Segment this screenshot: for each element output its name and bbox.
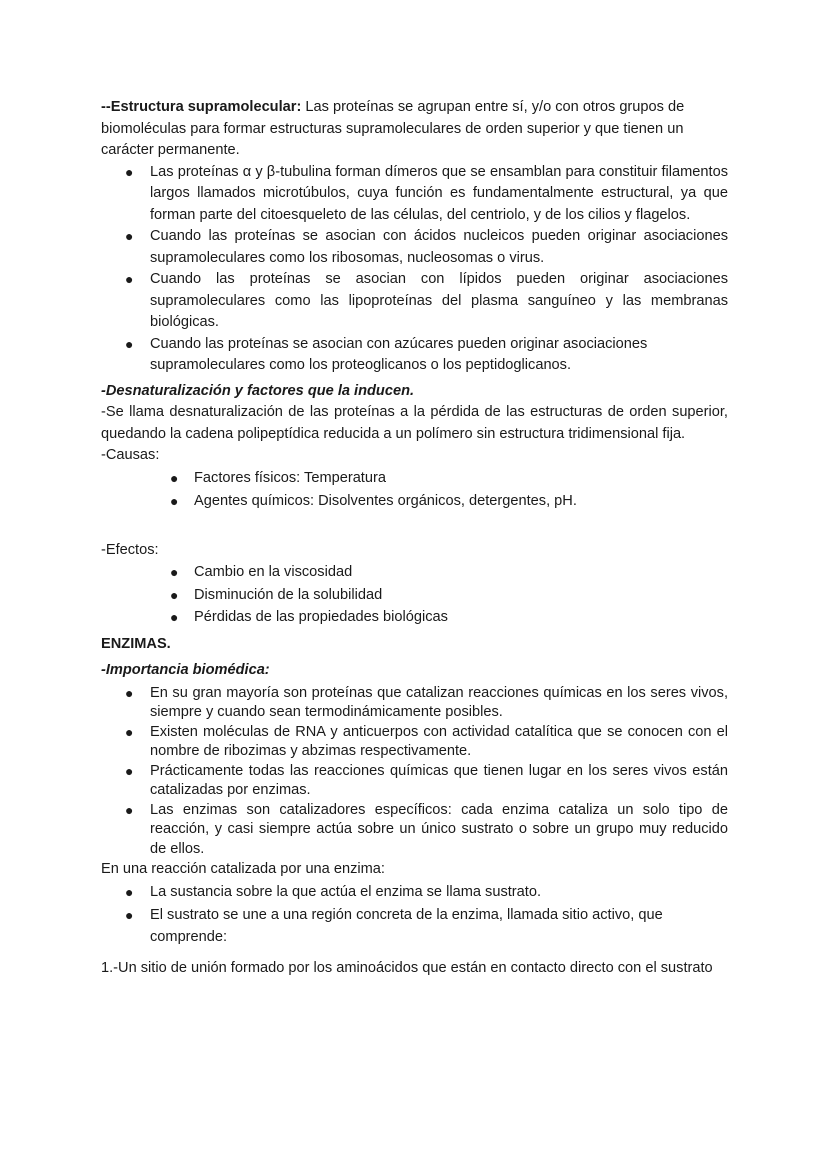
list-item [101,723,728,762]
bullet-icon: ● [125,271,134,287]
list-item [101,762,728,801]
list-item-text: Prácticamente todas las reacciones químicas que tienen lugar en los seres vivos están catalizadas por enzimas. [150,762,728,798]
list-item-text: Cambio en la viscosidad [194,564,353,580]
bullet-icon: ● [170,469,179,486]
list-item-text: Existen moléculas de RNA y anticuerpos con actividad catalítica que se conocen con el nombre de ribozimas y abzimas respectivamente. [150,723,728,759]
bullet-icon: ● [125,335,134,352]
bullet-icon: ● [170,586,179,603]
list-item-text: Pérdidas de las propiedades biológicas [194,609,448,625]
bullet-icon: ● [170,609,179,625]
bullet-icon: ● [125,684,134,701]
enzymes-importance-list [101,684,728,860]
bullet-icon: ● [125,762,134,779]
effects-list [101,562,728,629]
list-item-text: Cuando las proteínas se asocian con ácidos nucleicos pueden originar asociaciones supramoleculares como los ribosomas, nucleosomas o virus. [150,228,728,266]
list-item-text: Disminución de la solubilidad [194,586,383,603]
intro-text: Las proteínas se agrupan entre sí, y/o con otros grupos de biomoléculas para formar estructuras supramoleculares de orden superior y que tienen un carácter permanente. [101,99,685,158]
bullet-icon: ● [170,564,179,580]
bullet-icon: ● [125,801,134,818]
list-item [101,269,728,334]
list-item-text: En su gran mayoría son proteínas que catalizan reacciones químicas en los seres vivos, siempre y cuando sean termodinámicamente posibles. [150,684,728,720]
label-causes: -Causas: [101,447,160,463]
list-item-text: Las enzimas son catalizadores específicos: cada enzima cataliza un solo tipo de reacción, y casi siempre actúa sobre un único sustrato o sobre un grupo muy reducido de ellos. [150,801,728,857]
numbered-item-1: 1.-Un sitio de unión formado por los aminoácidos que están en contacto directo con el sustrato [101,960,713,976]
list-item [101,882,728,904]
bullet-icon: ● [125,163,134,180]
list-item-text: Agentes químicos: Disolventes orgánicos, detergentes, pH. [194,493,577,509]
heading-supramolecular: --Estructura supramolecular: [101,99,302,115]
list-item [101,801,728,860]
list-item [101,468,728,490]
list-item-text: Las proteínas α y β-tubulina forman dímeros que se ensamblan para constituir filamentos largos llamados microtúbulos, cuya función es fundamentalmente estructural, ya que forman parte del citoesqueleto de las células, del centriolo, y de los cilios y flagelos. [150,163,728,223]
list-item [101,162,728,227]
list-item [101,562,728,584]
bullet-icon: ● [125,907,134,923]
reaction-list [101,882,728,949]
bullet-icon: ● [170,493,179,509]
list-item [101,585,728,607]
list-item-text: Factores físicos: Temperatura [194,469,386,486]
paragraph-supramolecular-intro [101,97,728,162]
list-item-text: La sustancia sobre la que actúa el enzima se llama sustrato. [150,883,542,900]
document-page [101,97,728,980]
bullet-icon: ● [125,723,134,740]
bullet-icon: ● [125,228,134,244]
bullet-icon: ● [125,883,134,900]
list-item-text: Cuando las proteínas se asocian con lípidos pueden originar asociaciones supramoleculares como las lipoproteínas del plasma sanguíneo y las membranas biológicas. [150,271,728,330]
heading-enzymes: ENZIMAS. [101,635,171,652]
list-item [101,905,728,948]
list-item [101,334,728,377]
list-item [101,491,728,513]
list-item-text: Cuando las proteínas se asocian con azúcares pueden originar asociaciones supramoleculares como los proteoglicanos o los peptidoglicanos. [150,335,648,373]
list-item [101,226,728,269]
paragraph-reaction-intro: En una reacción catalizada por una enzima: [101,861,385,877]
label-effects: -Efectos: [101,541,159,558]
supramolecular-list [101,162,728,377]
subheading-biomedical-importance: -Importancia biomédica: [101,662,270,678]
list-item [101,684,728,723]
causes-list [101,468,728,513]
list-item [101,607,728,629]
list-item-text: El sustrato se une a una región concreta de la enzima, llamada sitio activo, que comprende: [150,907,663,945]
heading-denaturation: -Desnaturalización y factores que la inducen. [101,382,415,399]
paragraph-denaturation-definition: -Se llama desnaturalización de las proteínas a la pérdida de las estructuras de orden superior, quedando la cadena polipeptídica reducida a un polímero sin estructura tridimensional fija. [101,404,728,442]
